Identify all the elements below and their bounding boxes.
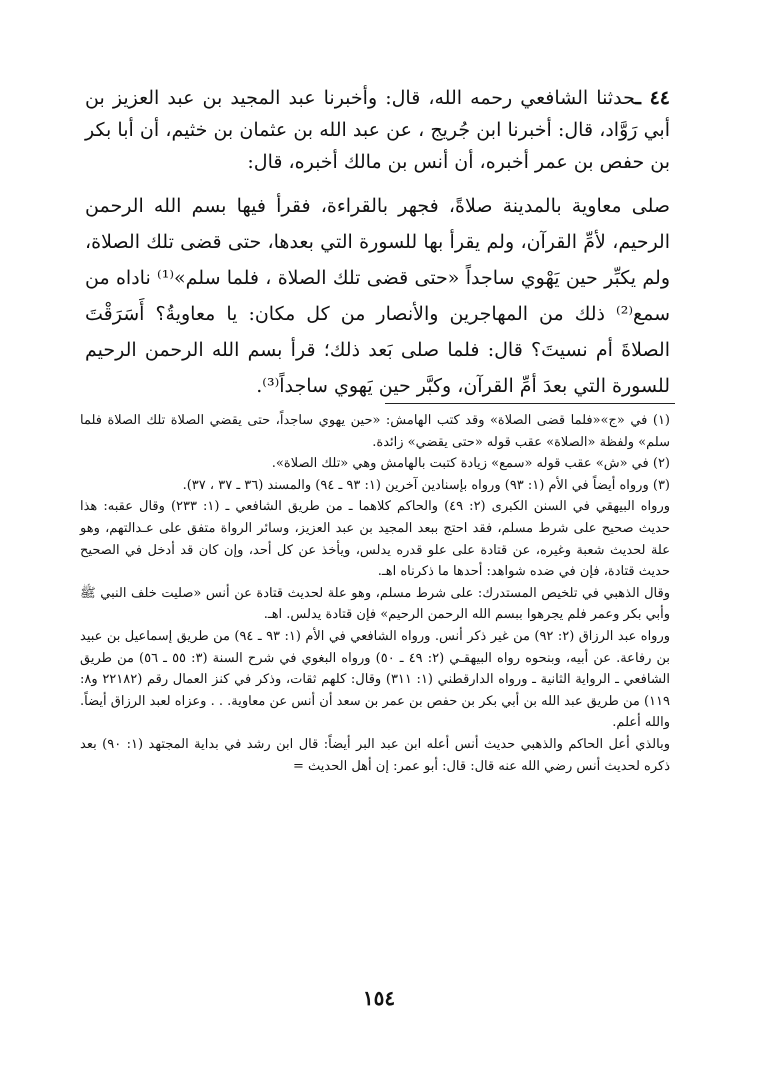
page-number: ١٥٤ (362, 986, 396, 1010)
footnote-3-bayhaqi: ورواه البيهقي في السنن الكبرى (٢: ٤٩) والحاكم كلاهما ـ من طريق الشافعي ـ (١: ٢٣٣) وقال عقبه: هذا حديث صحيح على شرط مسلم، فقد احتج ببعد المجيد بن عبد العزيز، وسائر الرواة متفق على عـدالتهم، وهو علة لحديث شعبة وغيره، عن قتادة على علو قدره يدلس، ويأخذ عن كل أحد، وإن كان قد أدخل في الصحيح حديث قتادة، فإن في ضده شواهد: أحدها ما ذكرناه اهـ. (80, 499, 671, 580)
footnote-3-dhahabi: وقال الذهبي في تلخيص المستدرك: على شرط مسلم، وهو علة لحديث قتادة عن أنس «صليت خلف النبي ﷺ وأبي بكر وعمر فلم يجرهوا ببسم الله الرحمن الرحيم» فإن قتادة يدلس. اهـ. (80, 585, 670, 623)
footnote-3-abdurrazzaq: ورواه عبد الرزاق (٢: ٩٢) من غير ذكر أنس. ورواه الشافعي في الأم (١: ٩٣ ـ ٩٤) من طريق إسماعيل بن عبيد بن رفاعة. عن أبيه، وبنحوه رواه البيهقـي (٢: ٤٩ ـ ٥٠) ورواه البغوي في شرح السنة (٣: ٥٥ ـ ٥٦) من طريق الشافعي ـ الرواية الثانية ـ ورواه الدارقطني (١: ٣١١) وقال: كلهم ثقات، وذكر في كنز العمال رقم (٢٢١٨٢ و٨: ١١٩) من طريق عبد الله بن أبي بكر بن حفص بن عمر بن سعد أن أنس عن معاوية. . . وعزاه لعبد الرزاق أيضاً. والله أعلم. (80, 628, 671, 731)
hadith-matn: صلى معاوية بالمدينة صلاةً، فجهر بالقراءة، فقرأ فيها بسم الله الرحمن الرحيم، لأمِّ القرآن، ولم يقرأ بها للسورة التي بعدها، حتى قضى تلك الصلاة، ولم يكبِّر حين يَهْوي ساجداً «حتى قضى تلك الصلاة ، فلما سلم»⁽¹⁾ ناداه من سمع⁽²⁾ ذلك من المهاجرين والأنصار من كل مكان: يا معاويةُ؟ أَسَرَقْتَ الصلاةَ أم نسيتَ؟ قال: فلما صلى بَعد ذلك؛ قرأ بسم الله الرحمن الرحيم للسورة التي بعدَ أمِّ القرآن، وكبَّر حين يَهوي ساجداً⁽³⁾. (85, 195, 670, 397)
footnote-3-ibn-abd-al-barr: وبالذي أعل الحاكم والذهبي حديث أنس أعله ابن عبد البر أيضاً: قال ابن رشد في بداية المجتهد (١: ٩٠) بعد ذكره لحديث أنس رضي الله عنه قال: قال: أبو عمر: إن أهل الحديث = (80, 736, 671, 774)
footnote-separator (385, 403, 675, 404)
isnad-text: حدثنا الشافعي رحمه الله، قال: وأخبرنا عبد المجيد بن عبد العزيز بن أبي رَوَّاد، قال: أخبرنا ابن جُريج ، عن عبد الله بن عثمان بن خثيم، أن أبا بكر بن حفص بن عمر أخبره، أن أنس بن مالك أخبره، قال: (85, 87, 670, 173)
footnote-1: (١) في «ج»«فلما قضى الصلاة» وقد كتب الهامش: «حين يهوي ساجداً، حتى يقضي الصلاة تلك الصلاة فلما سلم» ولفظة «الصلاة» عقب قوله «حتى يقضي» زائدة. (80, 413, 670, 450)
footnotes (80, 410, 670, 777)
hadith-number: ٤٤ ـ (635, 87, 670, 109)
footnote-3: (٣) ورواه أيضاً في الأم (١: ٩٣) ورواه بإسنادين آخرين (١: ٩٣ ـ ٩٤) والمسند (٣٦ ـ ٣٧ ، ٣٧). (182, 477, 670, 493)
hadith-isnad (85, 82, 670, 178)
footnote-2: (٢) في «ش» عقب قوله «سمع» زيادة كتبت بالهامش وهي «تلك الصلاة». (271, 456, 670, 472)
